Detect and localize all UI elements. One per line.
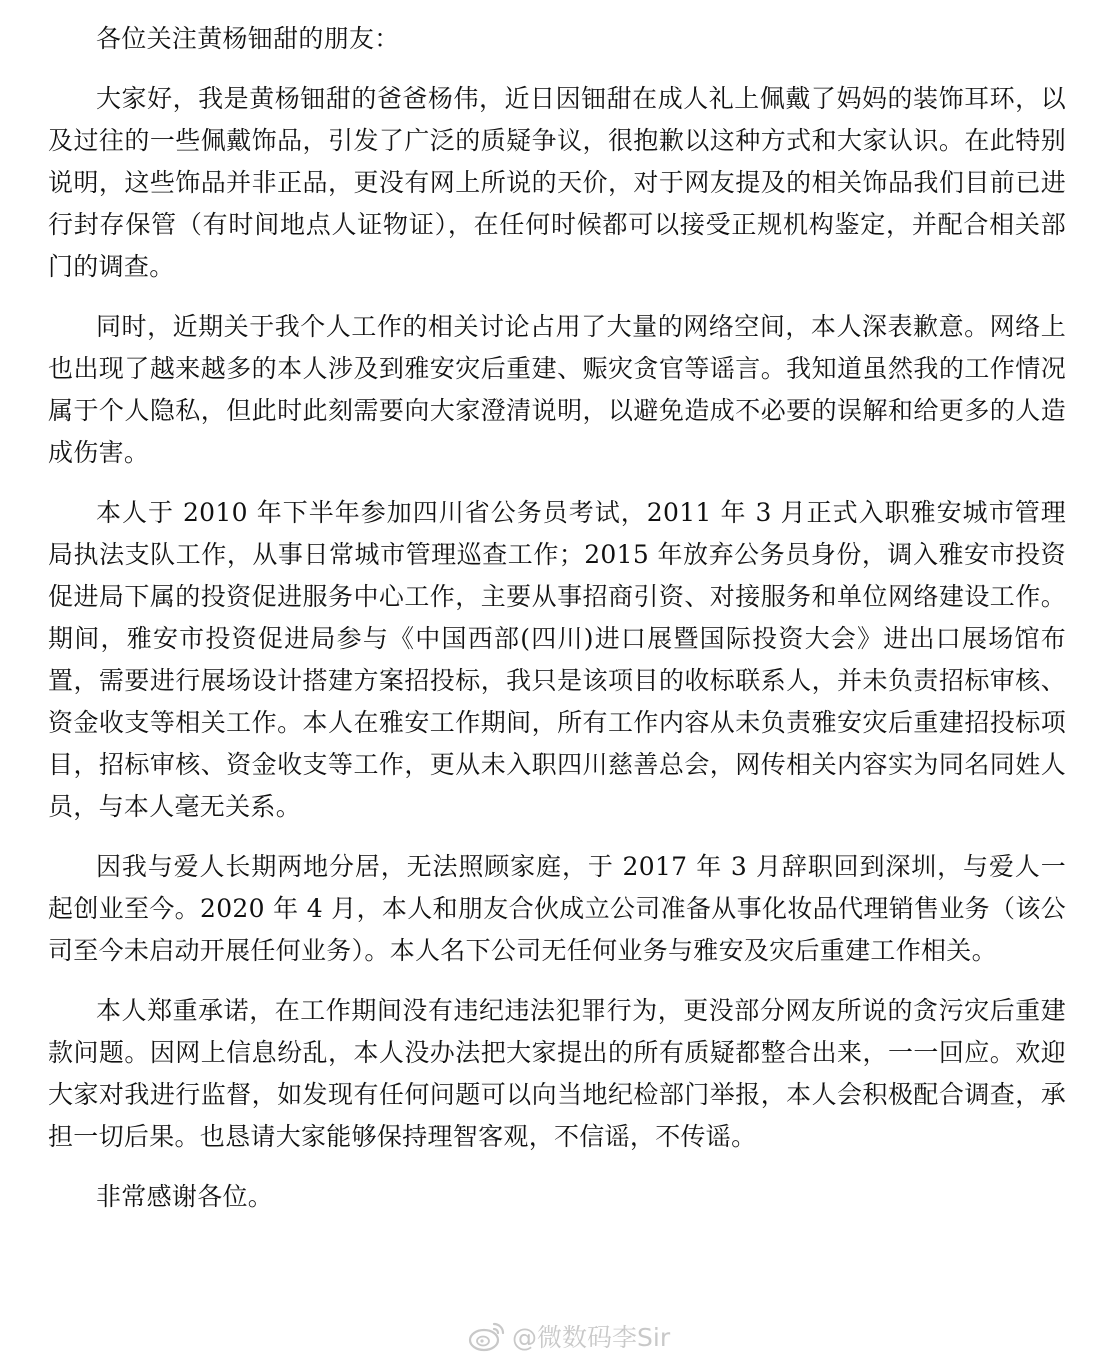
letter-paragraph-1: 大家好，我是黄杨钿甜的爸爸杨伟，近日因钿甜在成人礼上佩戴了妈妈的装饰耳环，以及过往的一些佩戴饰品，引发了广泛的质疑争议，很抱歉以这种方式和大家认识。在此特别说明，这些饰品并非正品，更没有网上所说的天价，对于网友提及的相关饰品我们目前已进行封存保管（有时间地点人证物证），在任何时候都可以接受正规机构鉴定，并配合相关部门的调查。: [48, 84, 1066, 281]
letter-salutation: 各位关注黄杨钿甜的朋友：: [96, 24, 400, 53]
letter-body: [48, 18, 1066, 1218]
letter-closing: 非常感谢各位。: [96, 1182, 274, 1211]
watermark: [468, 1318, 670, 1354]
letter-paragraph-2: 同时，近期关于我个人工作的相关讨论占用了大量的网络空间，本人深表歉意。网络上也出现了越来越多的本人涉及到雅安灾后重建、赈灾贪官等谣言。我知道虽然我的工作情况属于个人隐私，但此时此刻需要向大家澄清说明，以避免造成不必要的误解和给更多的人造成伤害。: [48, 312, 1066, 467]
letter-paragraph-3: 本人于 2010 年下半年参加四川省公务员考试，2011 年 3 月正式入职雅安城市管理局执法支队工作，从事日常城市管理巡查工作；2015 年放弃公务员身份，调入雅安市投资促进局下属的投资促进服务中心工作，主要从事招商引资、对接服务和单位网络建设工作。期间，雅安市投资促进局参与《中国西部(四川)进口展暨国际投资大会》进出口展场馆布置，需要进行展场设计搭建方案招投标，我只是该项目的收标联系人，并未负责招标审核、资金收支等相关工作。本人在雅安工作期间，所有工作内容从未负责雅安灾后重建招投标项目，招标审核、资金收支等工作，更从未入职四川慈善总会，网传相关内容实为同名同姓人员，与本人毫无关系。: [48, 498, 1066, 821]
watermark-text: @微数码李Sir: [512, 1323, 671, 1352]
letter-paragraph-5: 本人郑重承诺，在工作期间没有违纪违法犯罪行为，更没部分网友所说的贪污灾后重建款问题。因网上信息纷乱，本人没办法把大家提出的所有质疑都整合出来，一一回应。欢迎大家对我进行监督，如发现有任何问题可以向当地纪检部门举报，本人会积极配合调查，承担一切后果。也恳请大家能够保持理智客观，不信谣，不传谣。: [48, 996, 1066, 1151]
weibo-logo-icon: [468, 1320, 506, 1352]
letter-paragraph-4: 因我与爱人长期两地分居，无法照顾家庭，于 2017 年 3 月辞职回到深圳，与爱人一起创业至今。2020 年 4 月，本人和朋友合伙成立公司准备从事化妆品代理销售业务（该公司至今未启动开展任何业务）。本人名下公司无任何业务与雅安及灾后重建工作相关。: [48, 852, 1066, 965]
